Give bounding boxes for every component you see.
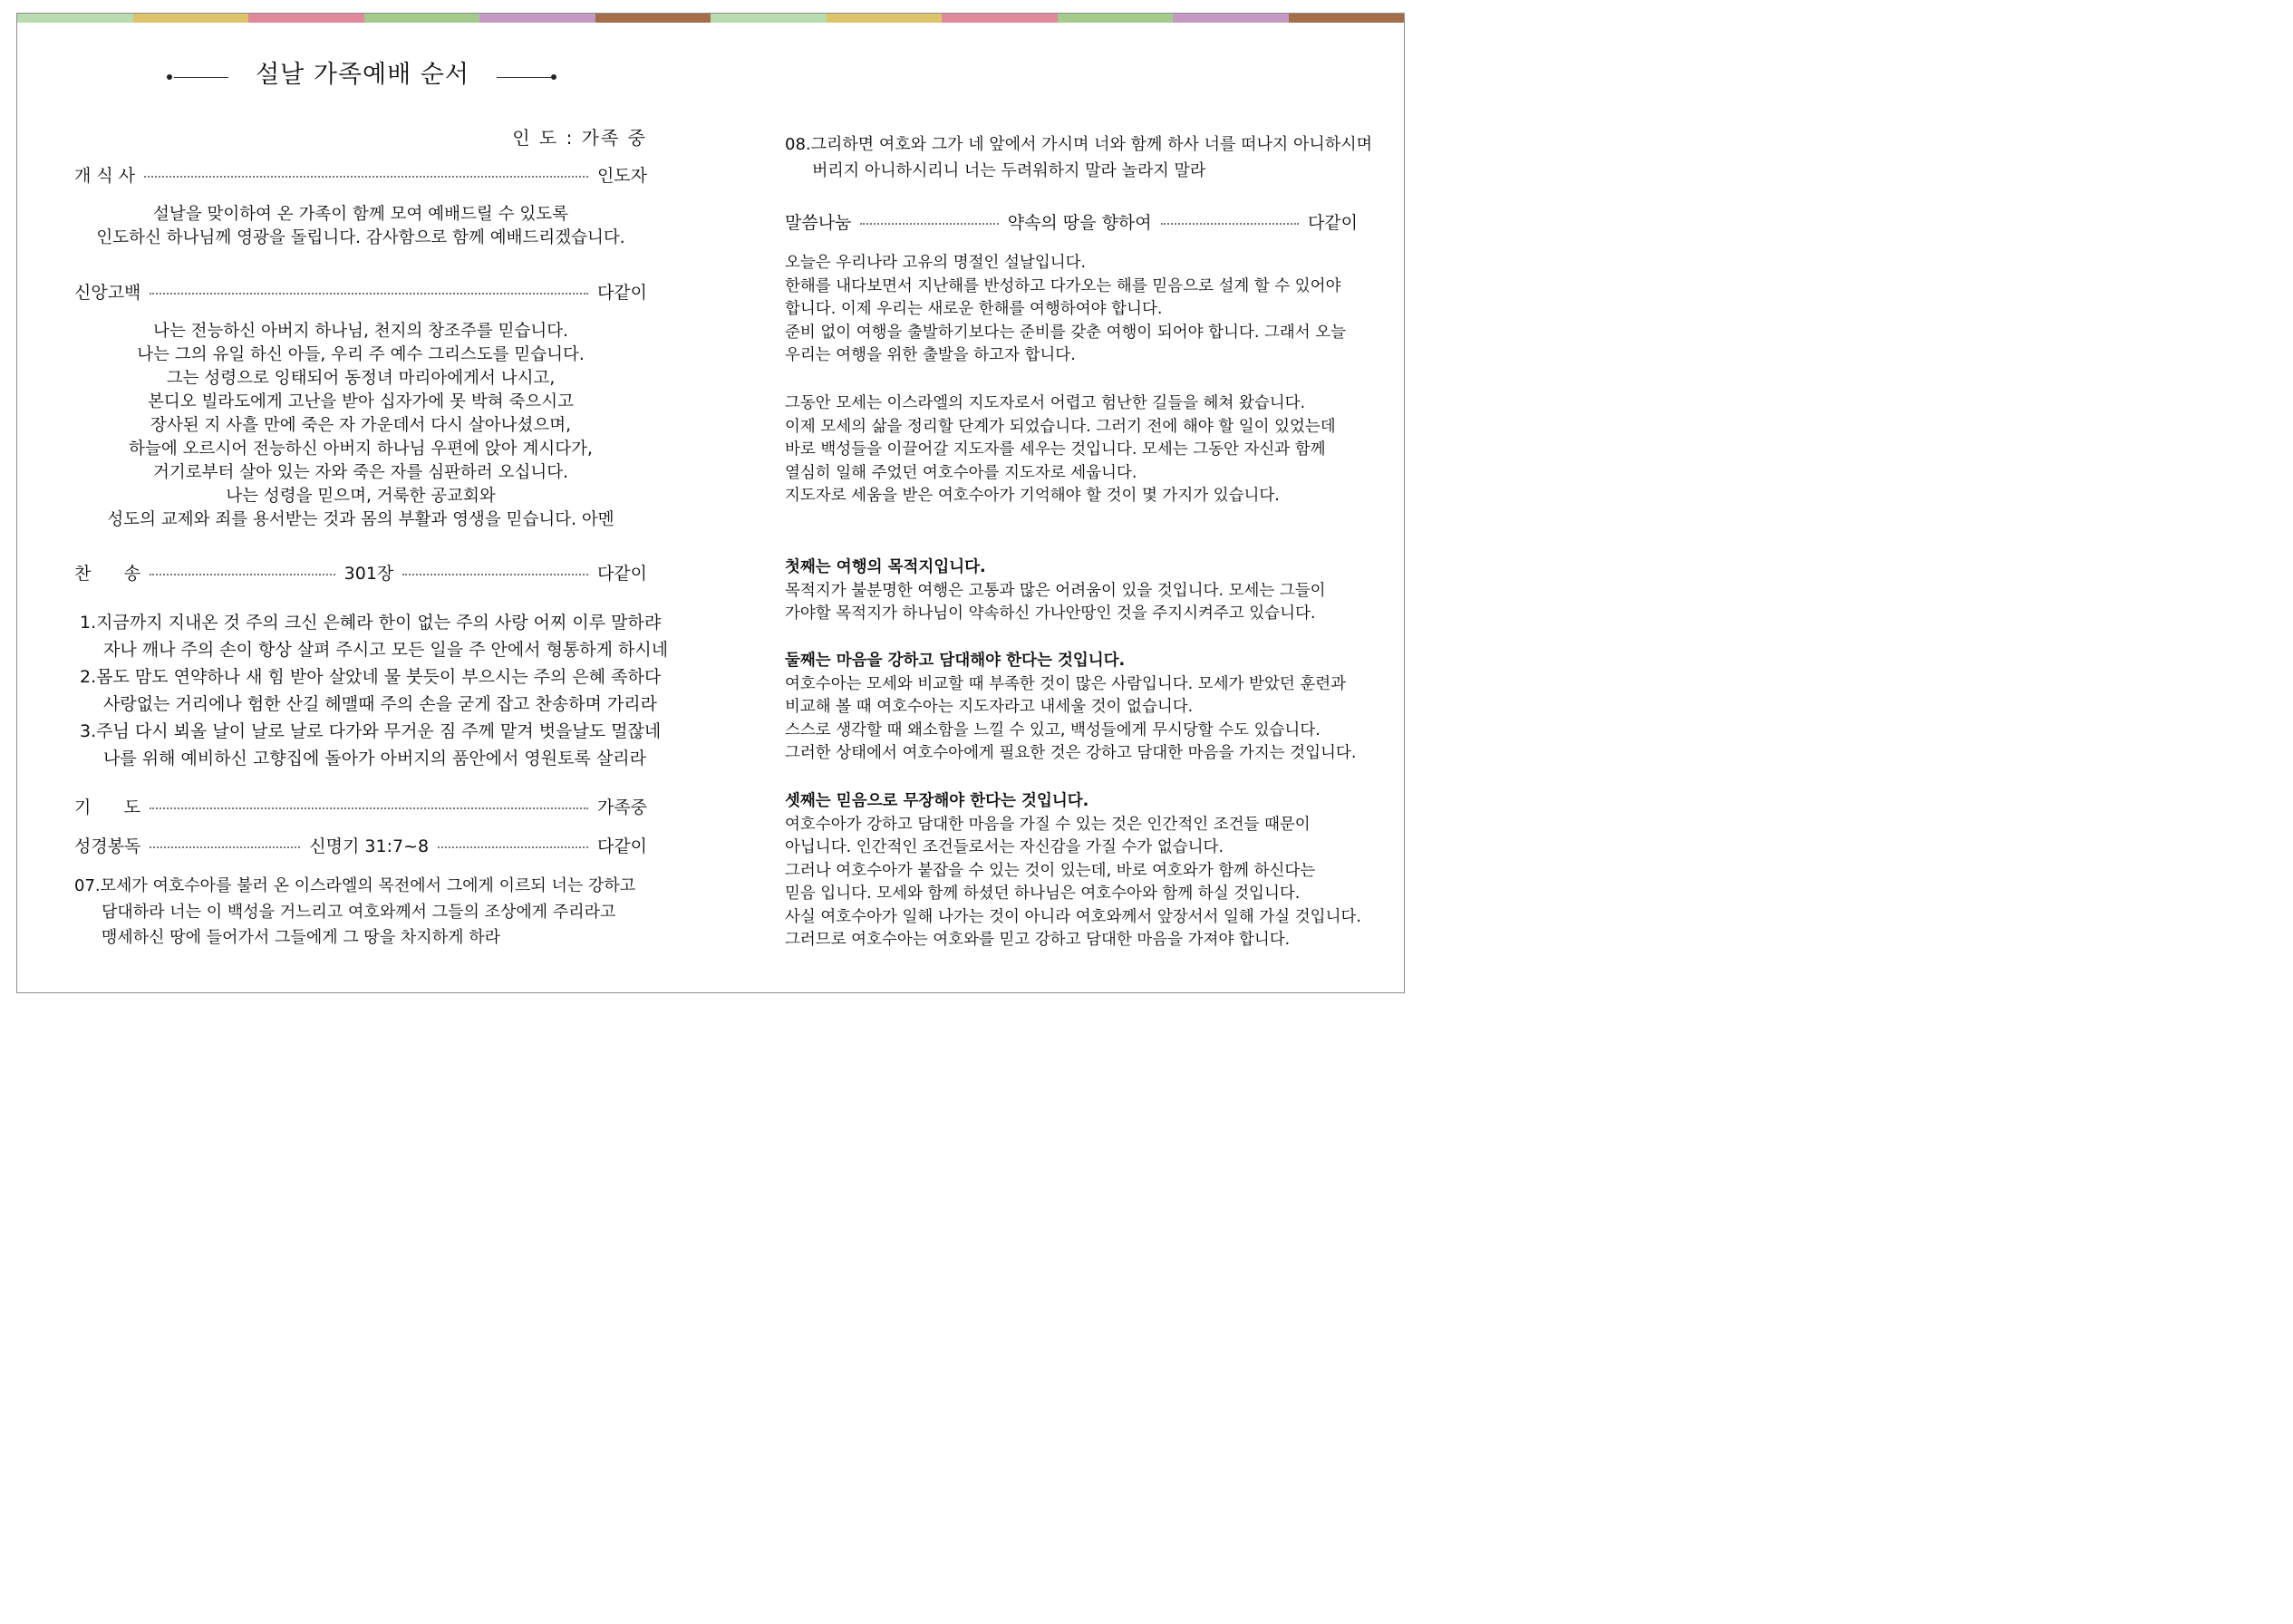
dotted-leader [860,222,998,225]
sermon-line: 사실 여호수아가 일해 나가는 것이 아니라 여호와께서 앞장서서 일해 가실 것입니다. [785,907,1361,926]
verse-line: 08.그리하면 여호와 그가 네 앞에서 가시며 너와 함께 하사 너를 떠나지 아니하시며 [785,135,1372,154]
color-strip-segment [942,14,1058,23]
sermon-line: 비교해 볼 때 여호수아는 지도자라고 내세울 것이 없습니다. [785,698,1194,716]
color-strip-segment [595,14,711,23]
reading-label: 성경봉독 [74,836,141,856]
creed-line: 그는 성령으로 잉태되어 동정녀 마리아에게서 나시고, [166,369,556,388]
dotted-leader [1161,222,1299,225]
verse-line: 맹세하신 땅에 들어가서 그들에게 그 땅을 차지하게 하라 [102,928,500,947]
opening-who: 인도자 [596,165,647,186]
point-heading: 둘째는 마음을 강하고 담대해야 한다는 것입니다. [785,652,1126,670]
sermon-line: 이제 모세의 삶을 정리할 단계가 되었습니다. 그러기 전에 해야 할 일이 있었는데 [785,417,1336,436]
hymn-verse-line: 3.주님 다시 뵈올 날이 날로 날로 다가와 무거운 짐 주께 맡겨 벗을날도 멀잖네 [80,721,662,741]
title-row [163,54,562,96]
prayer-header [74,792,647,819]
hymn-number: 301장 [343,563,394,584]
color-strip-segment [479,14,595,23]
sermon-paragraph-1 [785,252,1383,368]
prayer-who: 가족중 [596,797,647,817]
hymn-verse-line: 자나 깨나 주의 손이 항상 살펴 주시고 모든 일을 주 안에서 형통하게 하시네 [103,640,669,660]
sermon-header [785,208,1358,235]
hymn-lyrics [80,609,669,772]
sermon-line: 그동안 모세는 이스라엘의 지도자로서 어렵고 험난한 길들을 헤쳐 왔습니다. [785,394,1306,412]
sermon-line: 아닙니다. 인간적인 조건들로서는 자신감을 가질 수가 없습니다. [785,838,1224,856]
sermon-point-2 [785,650,1383,766]
hymn-who: 다같이 [596,563,648,584]
color-strip-segment [248,14,364,23]
creed-line: 나는 그의 유일 하신 아들, 우리 주 예수 그리스도를 믿습니다. [137,345,585,364]
sermon-label: 말씀나눔 [785,212,852,233]
point-heading: 첫째는 여행의 목적지입니다. [785,558,986,576]
sermon-paragraph-2 [785,392,1383,508]
reading-reference: 신명기 31:7~8 [309,836,430,856]
sermon-line: 그러므로 여호수아는 여호와를 믿고 강하고 담대한 마음을 가져야 합니다. [785,931,1291,949]
sermon-line: 지도자로 세움을 받은 여호수아가 기억해야 할 것이 몇 가지가 있습니다. [785,487,1280,505]
dotted-leader [402,573,588,575]
sermon-point-3 [785,790,1383,952]
color-strip-segment [17,14,133,23]
opening-line: 설날을 맞이하여 온 가족이 함께 모여 예배드릴 수 있도록 [152,205,569,224]
title-rule-right [497,77,551,78]
verse-7 [74,874,663,952]
sermon-line: 스스로 생각할 때 왜소함을 느낄 수 있고, 백성들에게 무시당할 수도 있습니다. [785,720,1321,740]
sermon-who: 다같이 [1307,212,1358,233]
verse-line: 07.모세가 여호수아를 불러 온 이스라엘의 목전에서 그에게 이르되 너는 강하고 [74,876,636,895]
page-title: 설날 가족예배 순서 [256,61,469,89]
hymn-verse-line: 1.지금까지 지내온 것 주의 크신 은혜라 한이 없는 주의 사랑 어찌 이루 말하랴 [80,613,662,633]
color-strip-segment [1058,14,1174,23]
creed-line: 장사된 지 사흘 만에 죽은 자 가운데서 다시 살아나셨으며, [150,416,571,435]
sermon-line: 믿음 입니다. 모세와 함께 하셨던 하나님은 여호수아와 함께 하실 것입니다. [785,884,1301,903]
sermon-line: 준비 없이 여행을 출발하기보다는 준비를 갖춘 여행이 되어야 합니다. 그래서 오늘 [785,323,1347,342]
sermon-line: 우리는 여행을 위한 출발을 하고자 합니다. [785,346,1076,364]
sermon-line: 가야할 목적지가 하나님이 약속하신 가나안땅인 것을 주지시켜주고 있습니다. [785,604,1316,623]
color-strip-segment [1173,14,1289,23]
verse-8 [785,132,1383,184]
creed-text [74,320,647,532]
dotted-leader [150,573,335,575]
point-heading: 셋째는 믿음으로 무장해야 한다는 것입니다. [785,792,1089,810]
color-strip-segment [827,14,943,23]
sermon-line: 바로 백성들을 이끌어갈 지도자를 세우는 것입니다. 모세는 그동안 자신과 함께 [785,440,1326,459]
reading-who: 다같이 [596,836,648,856]
prayer-label: 기 도 [74,797,140,817]
color-strip-segment [711,14,827,23]
creed-line: 하늘에 오르시어 전능하신 아버지 하나님 우편에 앉아 계시다가, [129,440,593,459]
dotted-leader [144,175,588,178]
verse-line: 담대하라 너는 이 백성을 거느리고 여호와께서 그들의 조상에게 주리라고 [102,902,616,922]
hymn-verse-line: 2.몸도 맘도 연약하나 새 힘 받아 살았네 물 붓듯이 부으시는 주의 은혜 족하다 [80,667,662,687]
dotted-leader [150,807,588,809]
sermon-line: 그러한 상태에서 여호수아에게 필요한 것은 강하고 담대한 마음을 가지는 것입니다. [785,744,1357,762]
dotted-leader [438,846,588,848]
hymn-verse-line: 사랑없는 거리에나 험한 산길 헤맬때 주의 손을 굳게 잡고 찬송하며 가리라 [103,694,658,714]
sermon-line: 목적지가 불분명한 여행은 고통과 많은 어려움이 있을 것입니다. 모세는 그들이 [785,581,1326,600]
leader-line: 인 도 : 가족 중 [512,127,647,149]
creed-line: 나는 성령을 믿으며, 거룩한 공교회와 [226,487,496,506]
dotted-leader [150,292,588,295]
color-strip-segment [364,14,480,23]
creed-label: 신앙고백 [74,282,141,303]
reading-header [74,831,647,858]
sermon-line: 여호수아가 강하고 담대한 마음을 가질 수 있는 것은 인간적인 조건들 때문이 [785,815,1311,834]
sermon-line: 여호수아는 모세와 비교할 때 부족한 것이 많은 사람입니다. 모세가 받았던 훈련과 [785,674,1347,693]
hymn-header [74,558,647,585]
color-strip-segment [1289,14,1405,23]
sermon-line: 한해를 내다보면서 지난해를 반성하고 다가오는 해를 믿음으로 설계 할 수 있어야 [785,276,1341,295]
opening-header [74,160,647,188]
sermon-line: 그러나 여호수아가 붙잡을 수 있는 것이 있는데, 바로 여호와가 함께 하신다는 [785,861,1316,880]
creed-line: 성도의 교제와 죄를 용서받는 것과 몸의 부활과 영생을 믿습니다. 아멘 [107,510,614,529]
creed-line: 본디오 빌라도에게 고난을 받아 십자가에 못 박혀 죽으시고 [147,392,575,411]
creed-who: 다같이 [596,282,647,303]
sermon-line: 합니다. 이제 우리는 새로운 한해를 여행하여야 합니다. [785,300,1163,318]
opening-line: 인도하신 하나님께 영광을 돌립니다. 감사함으로 함께 예배드리겠습니다. [96,228,625,247]
sermon-point-1 [785,556,1383,626]
sermon-line: 열심히 일해 주었던 여호수아를 지도자로 세웁니다. [785,463,1137,482]
opening-label: 개 식 사 [74,165,136,186]
creed-line: 거기로부터 살아 있는 자와 죽은 자를 심판하러 오십니다. [152,463,569,482]
sermon-title: 약속의 땅을 향하여 [1007,212,1152,233]
color-strip [17,14,1404,23]
opening-text [74,203,647,250]
title-bullet-right [551,74,556,80]
hymn-label: 찬 송 [74,563,140,584]
sermon-line: 오늘은 우리나라 고유의 명절인 설날입니다. [785,254,1087,272]
dotted-leader [150,846,300,848]
color-strip-segment [133,14,249,23]
creed-line: 나는 전능하신 아버지 하나님, 천지의 창조주를 믿습니다. [152,322,569,341]
verse-line: 버리지 아니하시리니 너는 두려워하지 말라 놀라지 말라 [812,160,1206,180]
hymn-verse-line: 나를 위해 예비하신 고향집에 돌아가 아버지의 품안에서 영원토록 살리라 [103,749,646,768]
creed-header [74,277,647,304]
